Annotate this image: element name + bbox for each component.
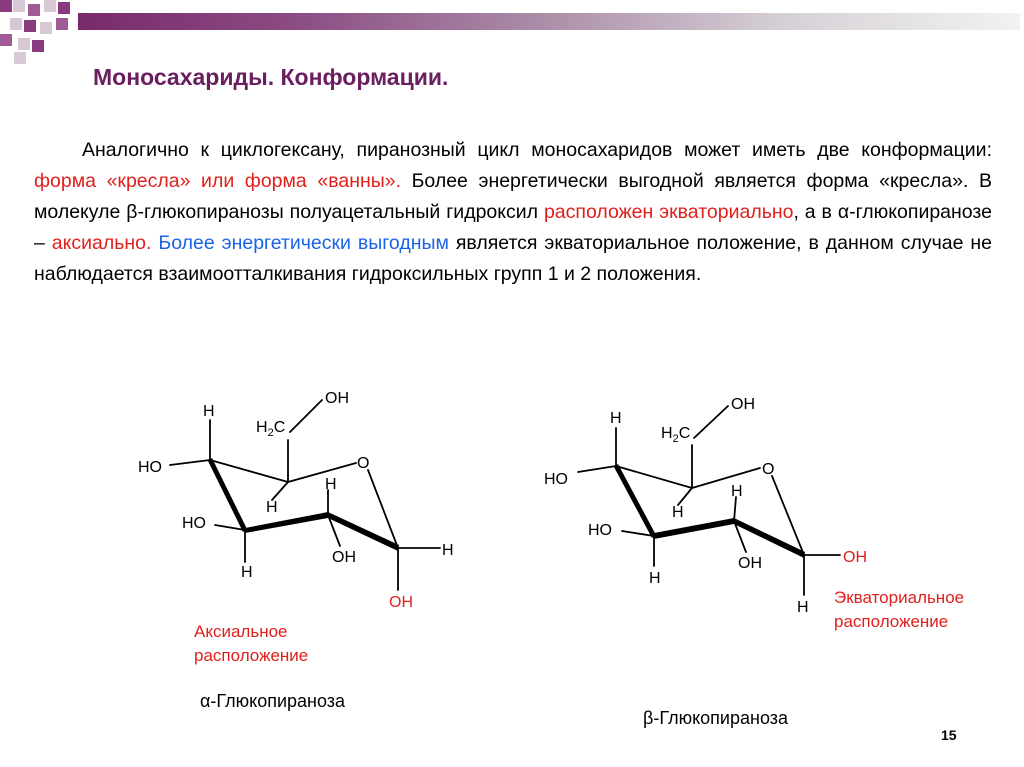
paragraph-run: Более энергетически выгодным <box>158 232 449 254</box>
beta-bold-wedge <box>654 518 734 539</box>
beta-note-line1: Экваториальное <box>834 588 965 607</box>
beta-oh-c1: OH <box>843 549 867 566</box>
beta-h-c2: H <box>649 570 661 587</box>
alpha-h2c: $H_2C$ <box>256 419 286 439</box>
alpha-ring-o: O <box>357 455 370 472</box>
alpha-caption: α-Глюкопираноза <box>200 691 346 711</box>
beta-oh-top: OH <box>731 396 755 413</box>
beta-ho-2: HO <box>588 522 612 539</box>
paragraph-run: расположен экваториально <box>543 201 794 223</box>
alpha-glucopyranose-structure <box>170 400 440 590</box>
beta-oh-c2: OH <box>738 555 762 572</box>
beta-h-c4: H <box>672 504 684 521</box>
alpha-oh-c2: OH <box>332 549 356 566</box>
alpha-oh-top: OH <box>325 390 349 407</box>
beta-bold-wedge-2 <box>734 518 805 558</box>
alpha-h-c3: H <box>325 476 337 493</box>
paragraph-run: аксиально. <box>51 232 152 254</box>
paragraph-run: форма «кресла» или форма «ванны». <box>34 170 402 192</box>
alpha-bold-wedge <box>245 512 328 533</box>
beta-caption: β-Глюкопираноза <box>643 708 789 728</box>
alpha-h-c2: H <box>241 564 253 581</box>
alpha-h-c1: H <box>442 542 454 559</box>
paragraph-run: -глюкопиранозы полуацетальный гидроксил <box>137 201 544 223</box>
alpha-h-top: H <box>203 403 215 420</box>
paragraph-run: β <box>126 201 138 223</box>
paragraph-run: Более энергетически выгодной является форма «кресла». В молекуле <box>34 170 993 223</box>
paragraph-run: , а в <box>793 201 838 223</box>
alpha-bold-wedge-2 <box>328 512 399 551</box>
beta-note-line2: расположение <box>834 612 949 631</box>
page-number: 15 <box>941 727 957 743</box>
slide-title: Моносахариды. Конформации. <box>93 64 449 90</box>
beta-h-c3: H <box>731 483 743 500</box>
paragraph-run: -глюкопиранозе – <box>34 201 992 254</box>
beta-h-top: H <box>610 410 622 427</box>
beta-glucopyranose-structure <box>578 406 840 595</box>
alpha-ho-2: HO <box>182 515 206 532</box>
paragraph-run: Аналогично к циклогексану, пиранозный цикл моносахаридов может иметь две конформации: <box>82 139 992 161</box>
paragraph-run: α <box>837 201 850 223</box>
beta-note <box>834 586 964 634</box>
beta-h2c: $H_2C$ <box>661 425 691 445</box>
alpha-note <box>194 620 308 668</box>
paragraph-run: является экваториальное положение, в данном случае не наблюдается взаимоотталкивания гидроксильных групп 1 и 2 положения. <box>34 232 993 285</box>
alpha-h-c4: H <box>266 499 278 516</box>
alpha-ho-1: HO <box>138 459 162 476</box>
alpha-oh-c1: OH <box>389 594 413 611</box>
beta-ho-1: HO <box>544 471 568 488</box>
beta-ring-o: O <box>762 461 775 478</box>
alpha-note-line1: Аксиальное <box>194 622 288 641</box>
alpha-note-line2: расположение <box>194 646 309 665</box>
beta-h-c1: H <box>797 599 809 616</box>
